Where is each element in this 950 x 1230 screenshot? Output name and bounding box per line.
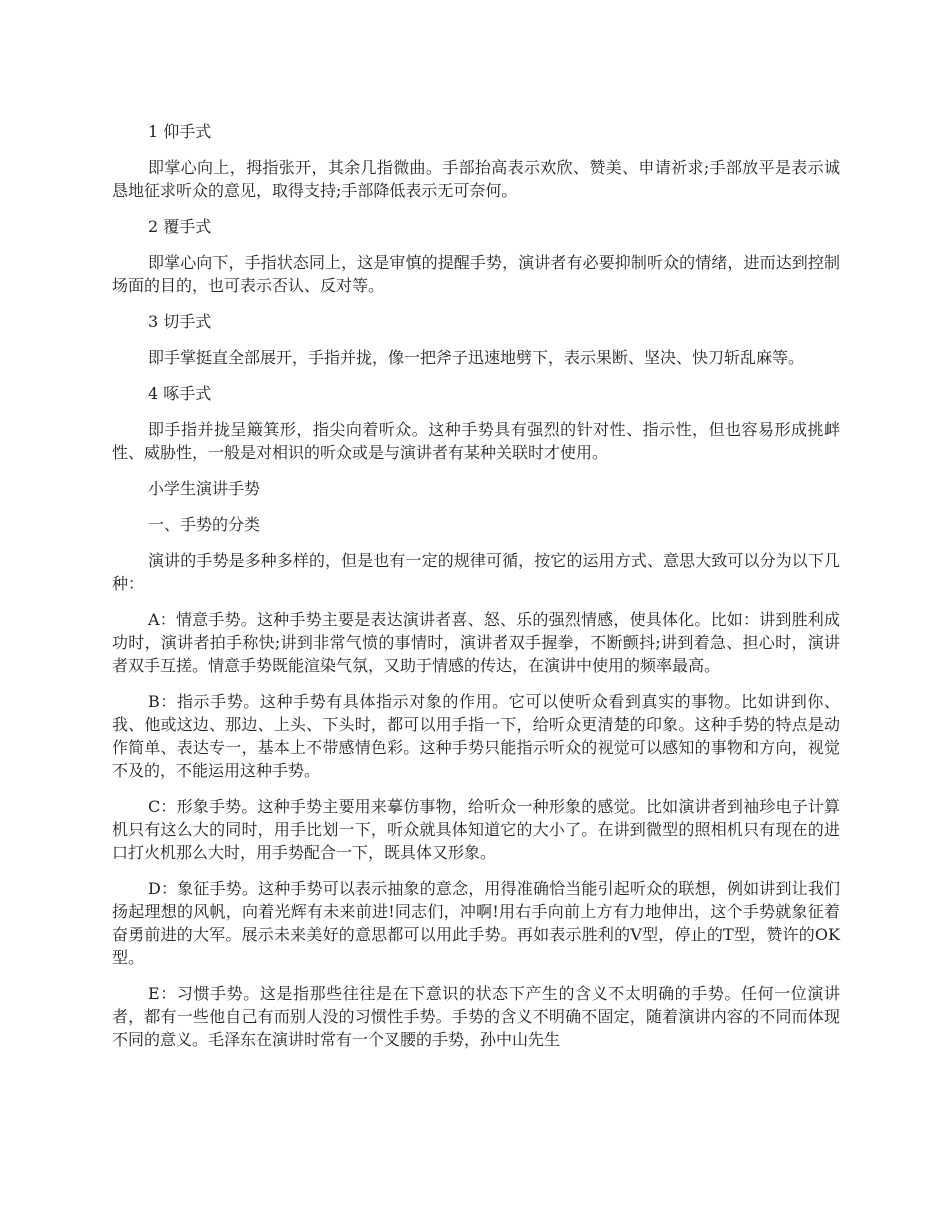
heading-yang-shou-shi: 1 仰手式 bbox=[148, 122, 212, 141]
document-page bbox=[112, 120, 840, 1064]
para-intro: 演讲的手势是多种多样的，但是也有一定的规律可循，按它的运用方式、意思大致可以分为以下几种： bbox=[112, 551, 840, 593]
heading-fu-shou-shi: 2 覆手式 bbox=[148, 217, 212, 236]
para-c-image: C：形象手势。这种手势主要用来摹仿事物，给听众一种形象的感觉。比如演讲者到袖珍电子计算机只有这么大的同时，用手比划一下，听众就具体知道它的大小了。在讲到微型的照相机只有现在的进口打火机那么大时，用手势配合一下，既具体又形象。 bbox=[112, 797, 840, 862]
para-fu-shou-shi: 即掌心向下，手指状态同上，这是审慎的提醒手势，演讲者有必要抑制听众的情绪，进而达到控制场面的目的，也可表示否认、反对等。 bbox=[112, 253, 840, 295]
para-qie-shou-shi: 即手掌挺直全部展开，手指并拢，像一把斧子迅速地劈下，表示果断、坚决、快刀斩乱麻等。 bbox=[148, 348, 805, 367]
para-b-indicate: B：指示手势。这种手势有具体指示对象的作用。它可以使听众看到真实的事物。比如讲到你、我、他或这边、那边、上头、下头时，都可以用手指一下，给听众更清楚的印象。这种手势的特点是动作简单、表达专一，基本上不带感情色彩。这种手势只能指示听众的视觉可以感知的事物和方向，视觉不及的，不能运用这种手势。 bbox=[112, 692, 840, 780]
heading-qie-shou-shi: 3 切手式 bbox=[148, 312, 212, 331]
heading-student-gestures: 小学生演讲手势 bbox=[148, 479, 261, 498]
heading-gesture-classification: 一、手势的分类 bbox=[148, 515, 261, 534]
para-a-emotion: A：情意手势。这种手势主要是表达演讲者喜、怒、乐的强烈情感，使具体化。比如：讲到胜利成功时，演讲者拍手称快;讲到非常气愤的事情时，演讲者双手握拳，不断颤抖;讲到着急、担心时，演讲者双手互搓。情意手势既能渲染气氛，又助于情感的传达，在演讲中使用的频率最高。 bbox=[112, 610, 840, 675]
para-zhuo-shou-shi: 即手指并拢呈簸箕形，指尖向着听众。这种手势具有强烈的针对性、指示性，但也容易形成挑衅性、威胁性，一般是对相识的听众或是与演讲者有某种关联时才使用。 bbox=[112, 420, 840, 462]
heading-zhuo-shou-shi: 4 啄手式 bbox=[148, 384, 212, 403]
para-d-symbol: D：象征手势。这种手势可以表示抽象的意念，用得准确恰当能引起听众的联想，例如讲到让我们扬起理想的风帆，向着光辉有未来前进!同志们，冲啊!用右手向前上方有力地伸出，这个手势就象征着奋勇前进的大军。展示未来美好的意思都可以用此手势。再如表示胜利的V型，停止的T型，赞许的OK型。 bbox=[112, 879, 840, 967]
para-e-habit: E：习惯手势。这是指那些往往是在下意识的状态下产生的含义不太明确的手势。任何一位演讲者，都有一些他自己有而别人没的习惯性手势。手势的含义不明确不固定，随着演讲内容的不同而体现不同的意义。毛泽东在演讲时常有一个叉腰的手势，孙中山先生 bbox=[112, 984, 840, 1049]
para-yang-shou-shi: 即掌心向上，拇指张开，其余几指微曲。手部抬高表示欢欣、赞美、申请祈求;手部放平是表示诚恳地征求听众的意见，取得支持;手部降低表示无可奈何。 bbox=[112, 158, 840, 200]
